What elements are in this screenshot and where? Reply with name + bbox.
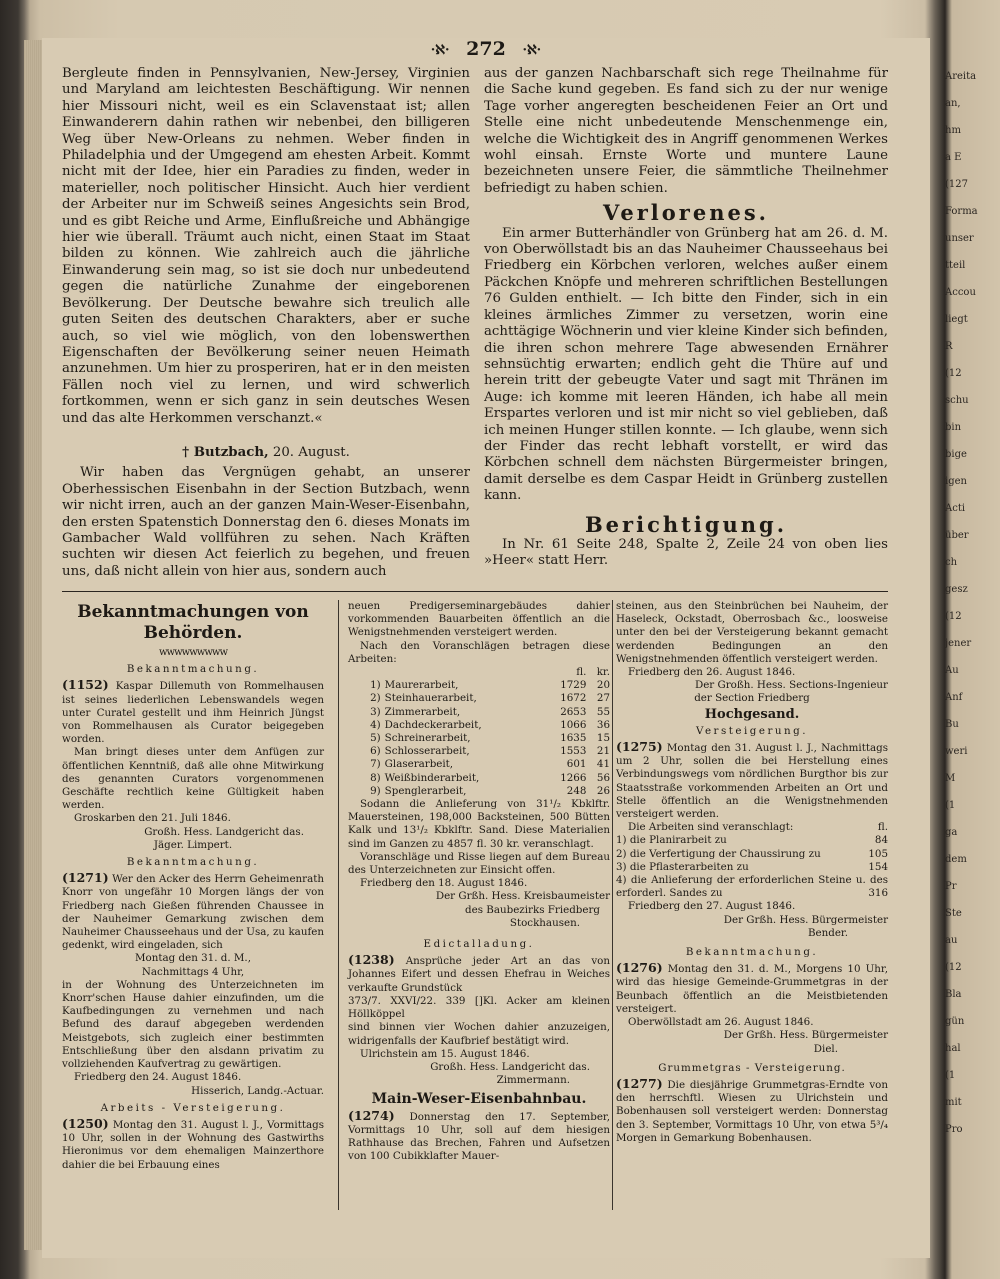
notice-signature: Großh. Hess. Landgericht das. — [144, 825, 304, 838]
neighbour-line: bin — [945, 422, 962, 433]
notice-signature: Diel. — [813, 1042, 838, 1055]
neighbour-line: Forma — [945, 206, 978, 217]
notice-heading: Bekanntmachung. — [126, 663, 260, 676]
notice-date: Friedberg den 26. August 1846. — [628, 666, 796, 679]
neighbour-line: Bu — [945, 719, 959, 730]
neighbour-line: jener — [945, 638, 972, 649]
table-row: 1) Maurerarbeit, 1729 20 — [370, 679, 610, 692]
currency-fl: fl. — [877, 821, 888, 834]
notice-number: (1275) — [616, 739, 663, 755]
continuation-paragraph: aus der ganzen Nachbarschaft sich rege Theilnahme für die Sache kund gegeben. Es fand sich zu der nur wenige Tage vorher angeregten bescheidenen Feier an Ort und Stelle eine nicht unbedeutende Menschenmenge ein, welche die Wichtigkeit des in Angriff genommenen Werkes wohl einsah. Ernste Worte und muntere Laune bezeichneten unsere Feier, die sämmtliche Theilnehmer befriedigt zu haben schien. — [484, 66, 888, 196]
currency-kr: kr. — [596, 666, 610, 679]
notice-signature: Der Grßh. Hess. Bürgermeister — [723, 913, 888, 926]
notice-1250 — [62, 1117, 324, 1172]
neighbour-line: (12 — [945, 368, 962, 379]
table-row: 3) Zimmerarbeit, 2653 55 — [370, 705, 610, 718]
cost-table — [348, 666, 610, 798]
notice-1274 — [348, 1109, 610, 1164]
notices-title: Bekanntmachungen von Behörden. — [77, 602, 309, 643]
notice-signature: Der Grßh. Hess. Kreisbaumeister — [435, 890, 610, 903]
list-item: 1) die Planirarbeit zu 84 — [616, 834, 888, 847]
notice-number: (1271) — [62, 870, 109, 886]
notice-text: Wer den Acker des Herrn Geheimenrath Knorr von ungefähr 10 Morgen längs der von Friedberg nach Gießen führenden Chaussee in der Nauheimer Gemarkung zwischen dem Nauheimer Chausseehaus und der Usa, zu kaufen gedenkt, wird eingeladen, sich — [62, 873, 325, 952]
notice-text: neuen Predigerseminargebäudes dahier vorkommenden Bauarbeiten öffentlich an die Wenigstnehmenden versteigert werden. — [348, 600, 610, 639]
notice-signature: Jäger. Limpert. — [153, 838, 233, 851]
neighbour-line: au — [945, 935, 958, 946]
notice-number: (1238) — [348, 952, 395, 968]
notice-number: (1274) — [348, 1107, 395, 1123]
neighbour-line: Accou — [945, 287, 976, 298]
neighbour-line: (12 — [945, 611, 962, 622]
article-column-right — [484, 66, 888, 570]
neighbour-line: schu — [945, 395, 969, 406]
ornament-left: ·ℵ· — [430, 42, 450, 58]
notice-heading: Edictalladung. — [423, 938, 535, 951]
table-header-row — [348, 666, 610, 679]
column-rule-1 — [338, 600, 339, 1210]
list-item: 3) die Pflasterarbeiten zu 154 — [616, 860, 888, 873]
ornament-right: ·ℵ· — [522, 42, 542, 58]
emigration-paragraph: Bergleute finden in Pennsylvanien, New-Jersey, Virginien und Maryland am leichtesten Beschäftigung. Wir nennen hier Missouri nicht, weil es ein Sclavenstaat ist; allen Einwanderern dahin rathen wir nebenbei, den billigeren Weg über New-Orleans zu nehmen. Weber finden in Philadelphia und der Umgegend am ehesten Arbeit. Kommt nicht mit der Idee, hier ein Paradies zu finden, weder in materieller, noch politischer Hinsicht. Auch hier verdient der Arbeiter nur im Schweiß seines Angesichts sein Brod, und es gibt Reiche und Arme, Einflußreiche und Abhängige hier wie überall. Träumt auch nicht, einen Staat im Staat bilden zu können. Wie zahlreich auch die jährliche Einwanderung sein mag, so ist sie doch nur unbedeutend gegen die natürliche Zunahme der eingeborenen Bevölkerung. Der Deutsche bewahre sich treulich alle guten Seiten des deutschen Charakters, aber er suche auch, so viel wie möglich, von den lobenswerthen Eigenschaften der Bevölkerung seiner neuen Heimath anzunehmen. Um hier zu prosperiren, hat er in den meisten Fällen noch viel zu lernen, und wird schwerlich fortkommen, wenn er sich ganz in sein deutsches Wesen und das alte Herkommen verschanzt.« — [62, 66, 470, 426]
butzbach-paragraph: Wir haben das Vergnügen gehabt, an unserer Oberhessischen Eisenbahn in der Section Butzbach, wenn wir nicht irren, auch an der ganzen Main-Weser-Eisenbahn, den ersten Spatenstich Donnerstag den 6. dieses Monats im Gambacher Wald vollführen zu sehen. Nach Kräften suchten wir diesen Act feierlich zu begehen, und freuen uns, daß nicht allein von hier aus, sondern auch — [62, 465, 470, 579]
berichtigung-heading: Berichtigung. — [584, 511, 788, 537]
neighbour-line: (1 — [945, 800, 956, 811]
neighbour-line: Pr — [945, 881, 957, 892]
notice-heading: Bekanntmachung. — [126, 856, 260, 869]
table-row: 4) Dachdeckerarbeit, 1066 36 — [370, 718, 610, 731]
neighbour-line: liegt — [945, 314, 968, 325]
notice-signature: des Baubezirks Friedberg — [465, 903, 600, 916]
notice-text: Ansprüche jeder Art an das von Johannes Eifert und dessen Ehefrau in Weiches verkaufte Grundstück — [348, 955, 610, 994]
notice-heading: Arbeits - Versteigerung. — [100, 1101, 286, 1114]
table-row: 6) Schlosserarbeit, 1553 21 — [370, 745, 610, 758]
verlorenes-heading: Verlorenes. — [603, 200, 769, 226]
table-row: 7) Glaserarbeit, 601 41 — [370, 758, 610, 771]
neighbour-line: hal — [945, 1043, 961, 1054]
notice-text: Man bringt dieses unter dem Anfügen zur öffentlichen Kenntniß, daß alle ohne Mitwirkung des genannten Curators vorgenommenen Geschäfte rechtlich keine Gültigkeit haben werden. — [62, 746, 324, 812]
neighbour-line: an, — [945, 98, 961, 109]
notice-signature: Stockhausen. — [509, 916, 580, 929]
notice-signature: der Section Friedberg — [694, 692, 810, 705]
notice-signature: Großh. Hess. Landgericht das. — [430, 1060, 590, 1073]
notice-number: (1276) — [616, 960, 663, 976]
table-row: 5) Schreinerarbeit, 1635 15 — [370, 732, 610, 745]
notice-1277 — [616, 1077, 888, 1145]
notice-text: steinen, aus den Steinbrüchen bei Nauheim, der Haseleck, Ockstadt, Oberrosbach &c., loosweise unter den bei der Versteigerung bekannt gemacht werdenden Bedingungen an den Wenigstnehmenden öffentlich versteigert werden. — [616, 600, 888, 665]
table-row: 8) Weißbinderarbeit, 1266 56 — [370, 771, 610, 784]
notice-1152 — [62, 678, 324, 746]
neighbour-line: (12 — [945, 962, 962, 973]
page-header — [42, 38, 930, 60]
neighbour-line: Ste — [945, 908, 962, 919]
neighbour-line: (127 — [945, 179, 968, 190]
dateline-place: † Butzbach, — [182, 444, 269, 460]
notice-date: Friedberg den 27. August 1846. — [628, 900, 796, 913]
neighbour-line: Acti — [945, 503, 966, 514]
neighbour-line: dem — [945, 854, 967, 865]
notice-1271 — [62, 871, 324, 952]
neighbour-line: ch — [945, 557, 958, 568]
neighbour-line: M — [945, 773, 956, 784]
dateline-date: 20. August. — [272, 444, 350, 460]
table-row: 2) Steinhauerarbeit, 1672 27 — [370, 692, 610, 705]
neighbour-line: hm — [945, 125, 961, 136]
notice-text: Donnerstag den 17. September, Vormittags 10 Uhr, soll auf dem hiesigen Rathhause das Brechen, Fahren und Aufsetzen von 100 Cubikklafter Mauer- — [348, 1110, 610, 1163]
notice-text: sind binnen vier Wochen dahier anzuzeigen, widrigenfalls der Kaufbrief bestätigt wird. — [348, 1021, 610, 1047]
notice-1275 — [616, 740, 888, 821]
neighbour-line: Anf — [945, 692, 963, 703]
neighbour-line: bige — [945, 449, 967, 460]
neighbour-line: weri — [945, 746, 968, 757]
notice-date: Ulrichstein am 15. August 1846. — [360, 1047, 530, 1060]
berichtigung-paragraph: In Nr. 61 Seite 248, Spalte 2, Zeile 24 von oben lies »Heer« statt Herr. — [484, 536, 888, 569]
page-edge-stack — [24, 40, 42, 1250]
notice-text: Montag den 31. August l. J., Vormittags 10 Uhr, sollen in der Wohnung des Gastwirths Hieronimus vor dem ehemaligen Mainzerthore dahier die bei Erbauung eines — [62, 1118, 325, 1171]
notice-date: Friedberg den 18. August 1846. — [360, 877, 528, 890]
notices-column-3 — [616, 600, 888, 1145]
neighbour-page-fragment — [945, 70, 1000, 1150]
article-column-left — [62, 66, 470, 580]
page-number: 272 — [466, 38, 506, 60]
notice-1276 — [616, 961, 888, 1016]
notice-text: Kaspar Dillemuth von Rommelhausen ist seines liederlichen Lebenswandels wegen unter Curatel gestellt und ihm Heinrich Jüngst von Rommelhausen als Curator beigegeben worden. — [62, 680, 324, 746]
verlorenes-paragraph: Ein armer Butterhändler von Grünberg hat am 26. d. M. von Oberwöllstadt bis an das Nauheimer Chausseehaus bei Friedberg ein Körbchen verloren, welches außer einem Päckchen Knöpfe und mehreren schriftlichen Bestellungen 76 Gulden enthielt. — Ich bitte den Finder, sich in ein kleines ärmliches Zimmer zu versetzen, worin eine achttägige Wöchnerin und vier kleine Kinder sich befinden, die ihren schon mehrere Tage abwesenden Ernährer sehnsüchtig erwarten; endlich geht die Thüre auf und herein tritt der gebeugte Vater und sagt mit Thränen im Auge: ich komme mit leeren Händen, ich habe all mein Erspartes verloren und ist mir nicht so viel geblieben, daß ich meinen Hunger stillen konnte. — Ich glaube, wenn sich der Finder das recht lebhaft vorstellt, er wird das Körbchen schnell dem nächsten Bürgermeister bringen, damit derselbe es dem Caspar Heidt in Grünberg zustellen kann. — [484, 225, 888, 504]
notice-text: Montag den 31. August l. J., Nachmittags um 2 Uhr, sollen die bei Herstellung eines Verbindungswegs vom nördlichen Burgthor bis zur Staatsstraße vorkommenden Arbeiten an Ort und Stelle öffentlich an die Wenigstnehmenden versteigert werden. — [616, 742, 888, 821]
notice-heading: Grummetgras - Versteigerung. — [658, 1061, 846, 1074]
neighbour-line: mit — [945, 1097, 962, 1108]
section-divider — [62, 591, 888, 592]
notice-text: in der Wohnung des Unterzeichneten im Knorr'schen Hause dahier einzufinden, um die Kaufbedingungen zu vernehmen und nach Befund des darauf abgegeben werdenden Meistgebots, sich zugleich einer bestimmten Entschließung über den alsdann privatim zu vollziehenden Kaufvertrag zu gewärtigen. — [62, 978, 324, 1071]
notice-number: (1152) — [62, 677, 109, 693]
neighbour-line: Au — [945, 665, 959, 676]
notice-date: Montag den 31. d. M., — [135, 952, 251, 965]
notice-date: Groskarben den 21. Juli 1846. — [74, 812, 231, 825]
neighbour-line: gesz — [945, 584, 968, 595]
notice-number: (1250) — [62, 1115, 109, 1131]
notice-text: 373/7. XXVI/22. 339 []Kl. Acker am kleinen Höllköppel — [348, 994, 610, 1021]
notice-signature: Der Großh. Hess. Sections-Ingenieur — [694, 679, 888, 692]
notices-column-1 — [62, 600, 324, 1172]
notice-heading: Bekanntmachung. — [685, 946, 819, 959]
neighbour-line: tteil — [945, 260, 966, 271]
neighbour-line: Pro — [945, 1124, 963, 1135]
notice-signature: Hochgesand. — [704, 706, 800, 722]
notice-1238 — [348, 953, 610, 995]
neighbour-line: igen — [945, 476, 967, 487]
notice-signature: Bender. — [807, 926, 848, 939]
notice-text: Nach den Voranschlägen betragen diese Arbeiten: — [348, 639, 610, 665]
neighbour-line: ga — [945, 827, 958, 838]
list-item: 4) die Anlieferung der erforderlichen Steine u. des erforderl. Sandes zu 316 — [616, 874, 888, 900]
notice-text: Die diesjährige Grummetgras-Erndte von den herrschftl. Wiesen zu Ulrichstein und Bobenhausen soll versteigert werden: Donnerstag den 3. September, Vormittags 10 Uhr, von etwa 5³/₄ Morgen in Gemarkung Bobenhausen. — [616, 1078, 888, 1144]
neighbour-line: gün — [945, 1016, 965, 1027]
notice-text: Voranschläge und Risse liegen auf dem Bureau des Unterzeichneten zur Einsicht offen. — [348, 850, 610, 877]
notice-text: Sodann die Anlieferung von 31¹/₂ Kbklftr. Mauersteinen, 198,000 Backsteinen, 500 Bütten Kalk und 13¹/₂ Kbklftr. Sand. Diese Materialien sind im Ganzen zu 4857 fl. 30 kr. veranschlagt. — [348, 798, 610, 850]
neighbour-line: Areita — [945, 71, 977, 82]
notice-date: Oberwöllstadt am 26. August 1846. — [628, 1016, 814, 1029]
neighbour-line: über — [945, 530, 969, 541]
notice-signature: Der Grßh. Hess. Bürgermeister — [723, 1029, 888, 1042]
notices-column-2 — [348, 600, 610, 1163]
notice-time: Nachmittags 4 Uhr, — [141, 965, 245, 978]
neighbour-line: (1 — [945, 1070, 956, 1081]
table-row: 9) Spenglerarbeit, 248 26 — [370, 784, 610, 797]
list-item: 2) die Verfertigung der Chaussirung zu 105 — [616, 847, 888, 860]
column-rule-2 — [612, 600, 613, 1210]
notice-heading: Versteigerung. — [695, 724, 809, 737]
notice-heading: Main-Weser-Eisenbahnbau. — [371, 1091, 587, 1108]
notice-date: Friedberg den 24. August 1846. — [74, 1071, 242, 1084]
neighbour-line: a E — [945, 152, 962, 163]
notice-signature: Hisserich, Landg.-Actuar. — [191, 1084, 324, 1097]
notice-signature: Zimmermann. — [496, 1074, 570, 1087]
neighbour-line: R — [945, 341, 953, 352]
currency-fl: fl. — [576, 666, 587, 679]
neighbour-line: Bla — [945, 989, 962, 1000]
wavy-rule: wwwwwwwww — [158, 647, 228, 658]
neighbour-line: unser — [945, 233, 974, 244]
notice-text: Die Arbeiten sind veranschlagt: fl. — [628, 821, 888, 834]
dateline-butzbach — [62, 445, 470, 461]
notice-number: (1277) — [616, 1075, 663, 1091]
notice-text: Montag den 31. d. M., Morgens 10 Uhr, wird das hiesige Gemeinde-Grummetgras in der Beunbach öffentlich an die Meistbietenden versteigert. — [616, 963, 888, 1015]
